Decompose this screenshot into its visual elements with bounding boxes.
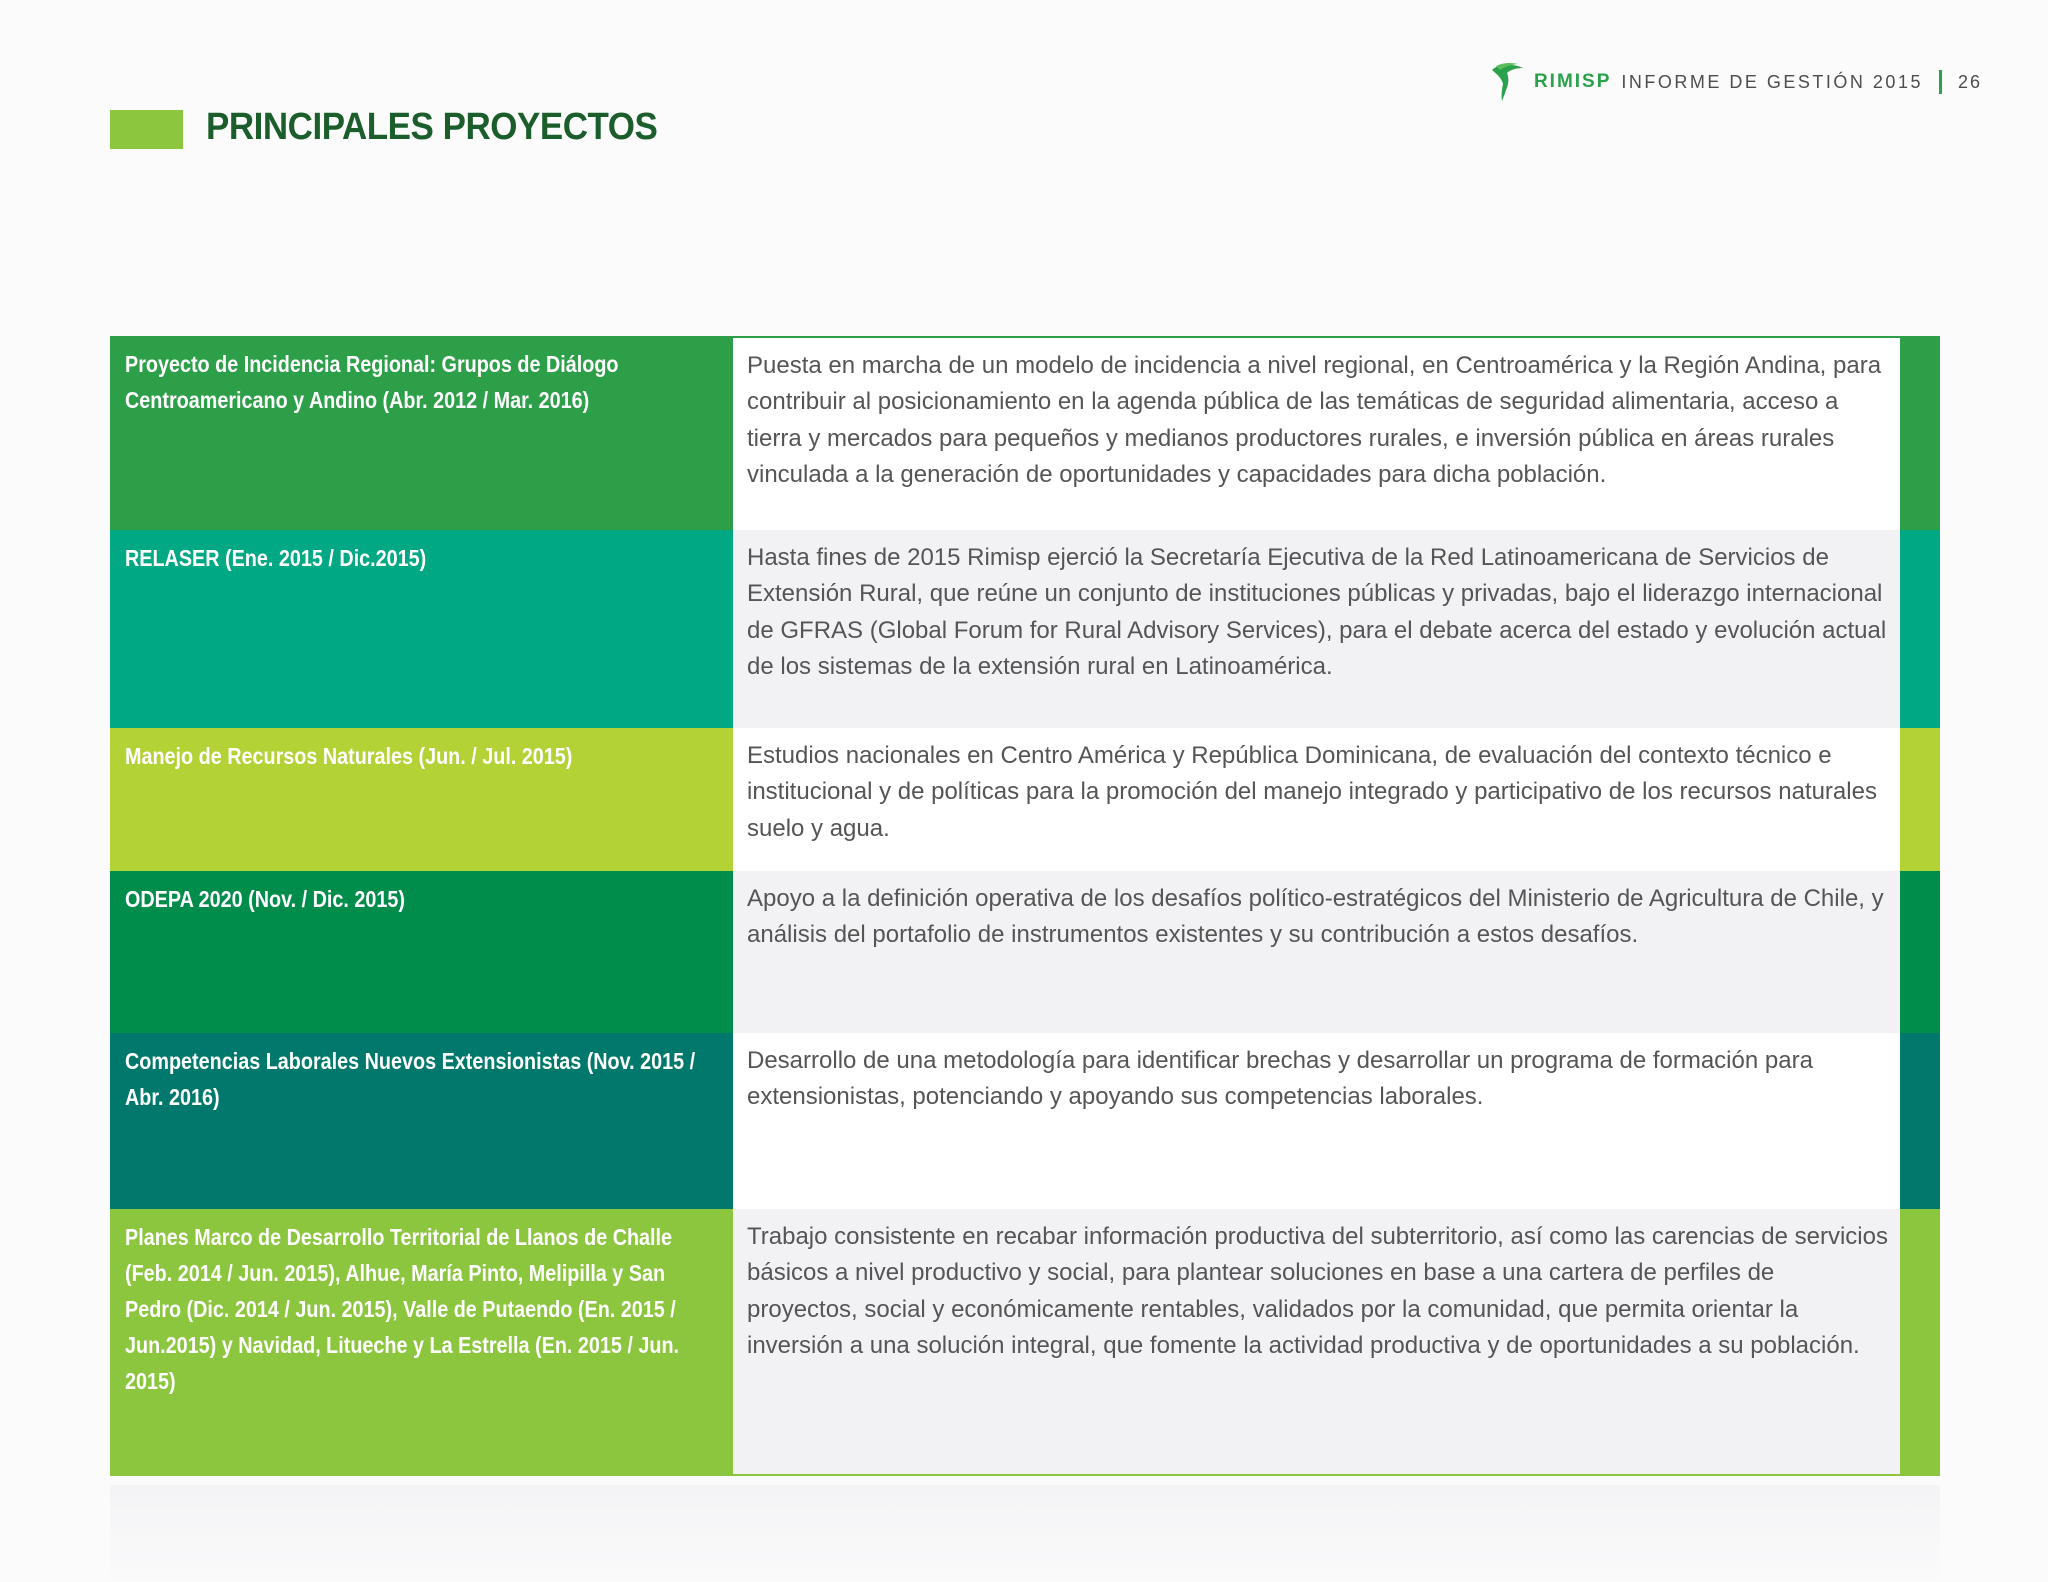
row-color-strip <box>1900 1209 1940 1476</box>
project-name: Competencias Laborales Nuevos Extensionistas (Nov. 2015 / Abr. 2016) <box>125 1048 696 1110</box>
row-color-strip <box>1900 530 1940 728</box>
project-description: Trabajo consistente en recabar información productiva del subterritorio, así como las carencias de servicios básicos a nivel productivo y social, para plantear soluciones en base a una cartera de perfiles de proyectos, social y económicamente rentables, validados por la comunidad, que permita orientar la inversión a una solución integral, que fomente la actividad productiva y de oportunidades a su población. <box>733 1209 1900 1476</box>
project-description: Puesta en marcha de un modelo de incidencia a nivel regional, en Centroamérica y la Región Andina, para contribuir al posicionamiento en la agenda pública de las temáticas de seguridad alimentaria, acceso a tierra y mercados para pequeños y medianos productores rurales, e inversión pública en áreas rurales vinculada a la generación de oportunidades y capacidades para dicha población. <box>733 336 1900 530</box>
table-row <box>110 530 1940 728</box>
page-number: 26 <box>1957 71 1982 92</box>
project-name: Manejo de Recursos Naturales (Jun. / Jul. 2015) <box>125 743 573 769</box>
table-row <box>110 1209 1940 1476</box>
row-color-strip <box>1900 871 1940 1033</box>
table-row <box>110 336 1940 530</box>
project-name-cell <box>110 336 733 530</box>
project-name: RELASER (Ene. 2015 / Dic.2015) <box>125 545 427 571</box>
title-accent-bar <box>110 110 183 149</box>
project-name-cell <box>110 871 733 1033</box>
project-name-cell <box>110 1209 733 1476</box>
brand-name: RIMISP <box>1533 71 1612 92</box>
projects-table <box>110 336 1940 1476</box>
report-header <box>1490 62 1982 102</box>
page-bottom-shade <box>110 1485 1940 1581</box>
rimisp-logo-icon <box>1490 62 1524 102</box>
project-name: ODEPA 2020 (Nov. / Dic. 2015) <box>125 886 405 912</box>
report-label: INFORME DE GESTIÓN 2015 <box>1621 71 1923 92</box>
project-name: Proyecto de Incidencia Regional: Grupos de Diálogo Centroamericano y Andino (Abr. 2012 / Mar. 2016) <box>125 351 619 413</box>
project-description: Apoyo a la definición operativa de los desafíos político-estratégicos del Ministerio de Agricultura de Chile, y análisis del portafolio de instrumentos existentes y su contribución a estos desafíos. <box>733 871 1900 1033</box>
table-row <box>110 871 1940 1033</box>
row-color-strip <box>1900 1033 1940 1209</box>
project-name-cell <box>110 1033 733 1209</box>
page-title: PRINCIPALES PROYECTOS <box>206 106 658 148</box>
header-separator <box>1939 70 1942 94</box>
project-description: Desarrollo de una metodología para identificar brechas y desarrollar un programa de formación para extensionistas, potenciando y apoyando sus competencias laborales. <box>733 1033 1900 1209</box>
project-description: Hasta fines de 2015 Rimisp ejerció la Secretaría Ejecutiva de la Red Latinoamericana de Servicios de Extensión Rural, que reúne un conjunto de instituciones públicas y privadas, bajo el liderazgo internacional de GFRAS (Global Forum for Rural Advisory Services), para el debate acerca del estado y evolución actual de los sistemas de la extensión rural en Latinoamérica. <box>733 530 1900 728</box>
project-name-cell <box>110 728 733 871</box>
table-row <box>110 1033 1940 1209</box>
table-row <box>110 728 1940 871</box>
project-name: Planes Marco de Desarrollo Territorial de Llanos de Challe (Feb. 2014 / Jun. 2015), Alhue, María Pinto, Melipilla y San Pedro (Dic. 2014 / Jun. 2015), Valle de Putaendo (En. 2015 / Jun.2015) y Navidad, Litueche y La Estrella (En. 2015 / Jun. 2015) <box>125 1224 680 1394</box>
project-name-cell <box>110 530 733 728</box>
project-description: Estudios nacionales en Centro América y República Dominicana, de evaluación del contexto técnico e institucional y de políticas para la promoción del manejo integrado y participativo de los recursos naturales suelo y agua. <box>733 728 1900 871</box>
row-color-strip <box>1900 336 1940 530</box>
row-color-strip <box>1900 728 1940 871</box>
